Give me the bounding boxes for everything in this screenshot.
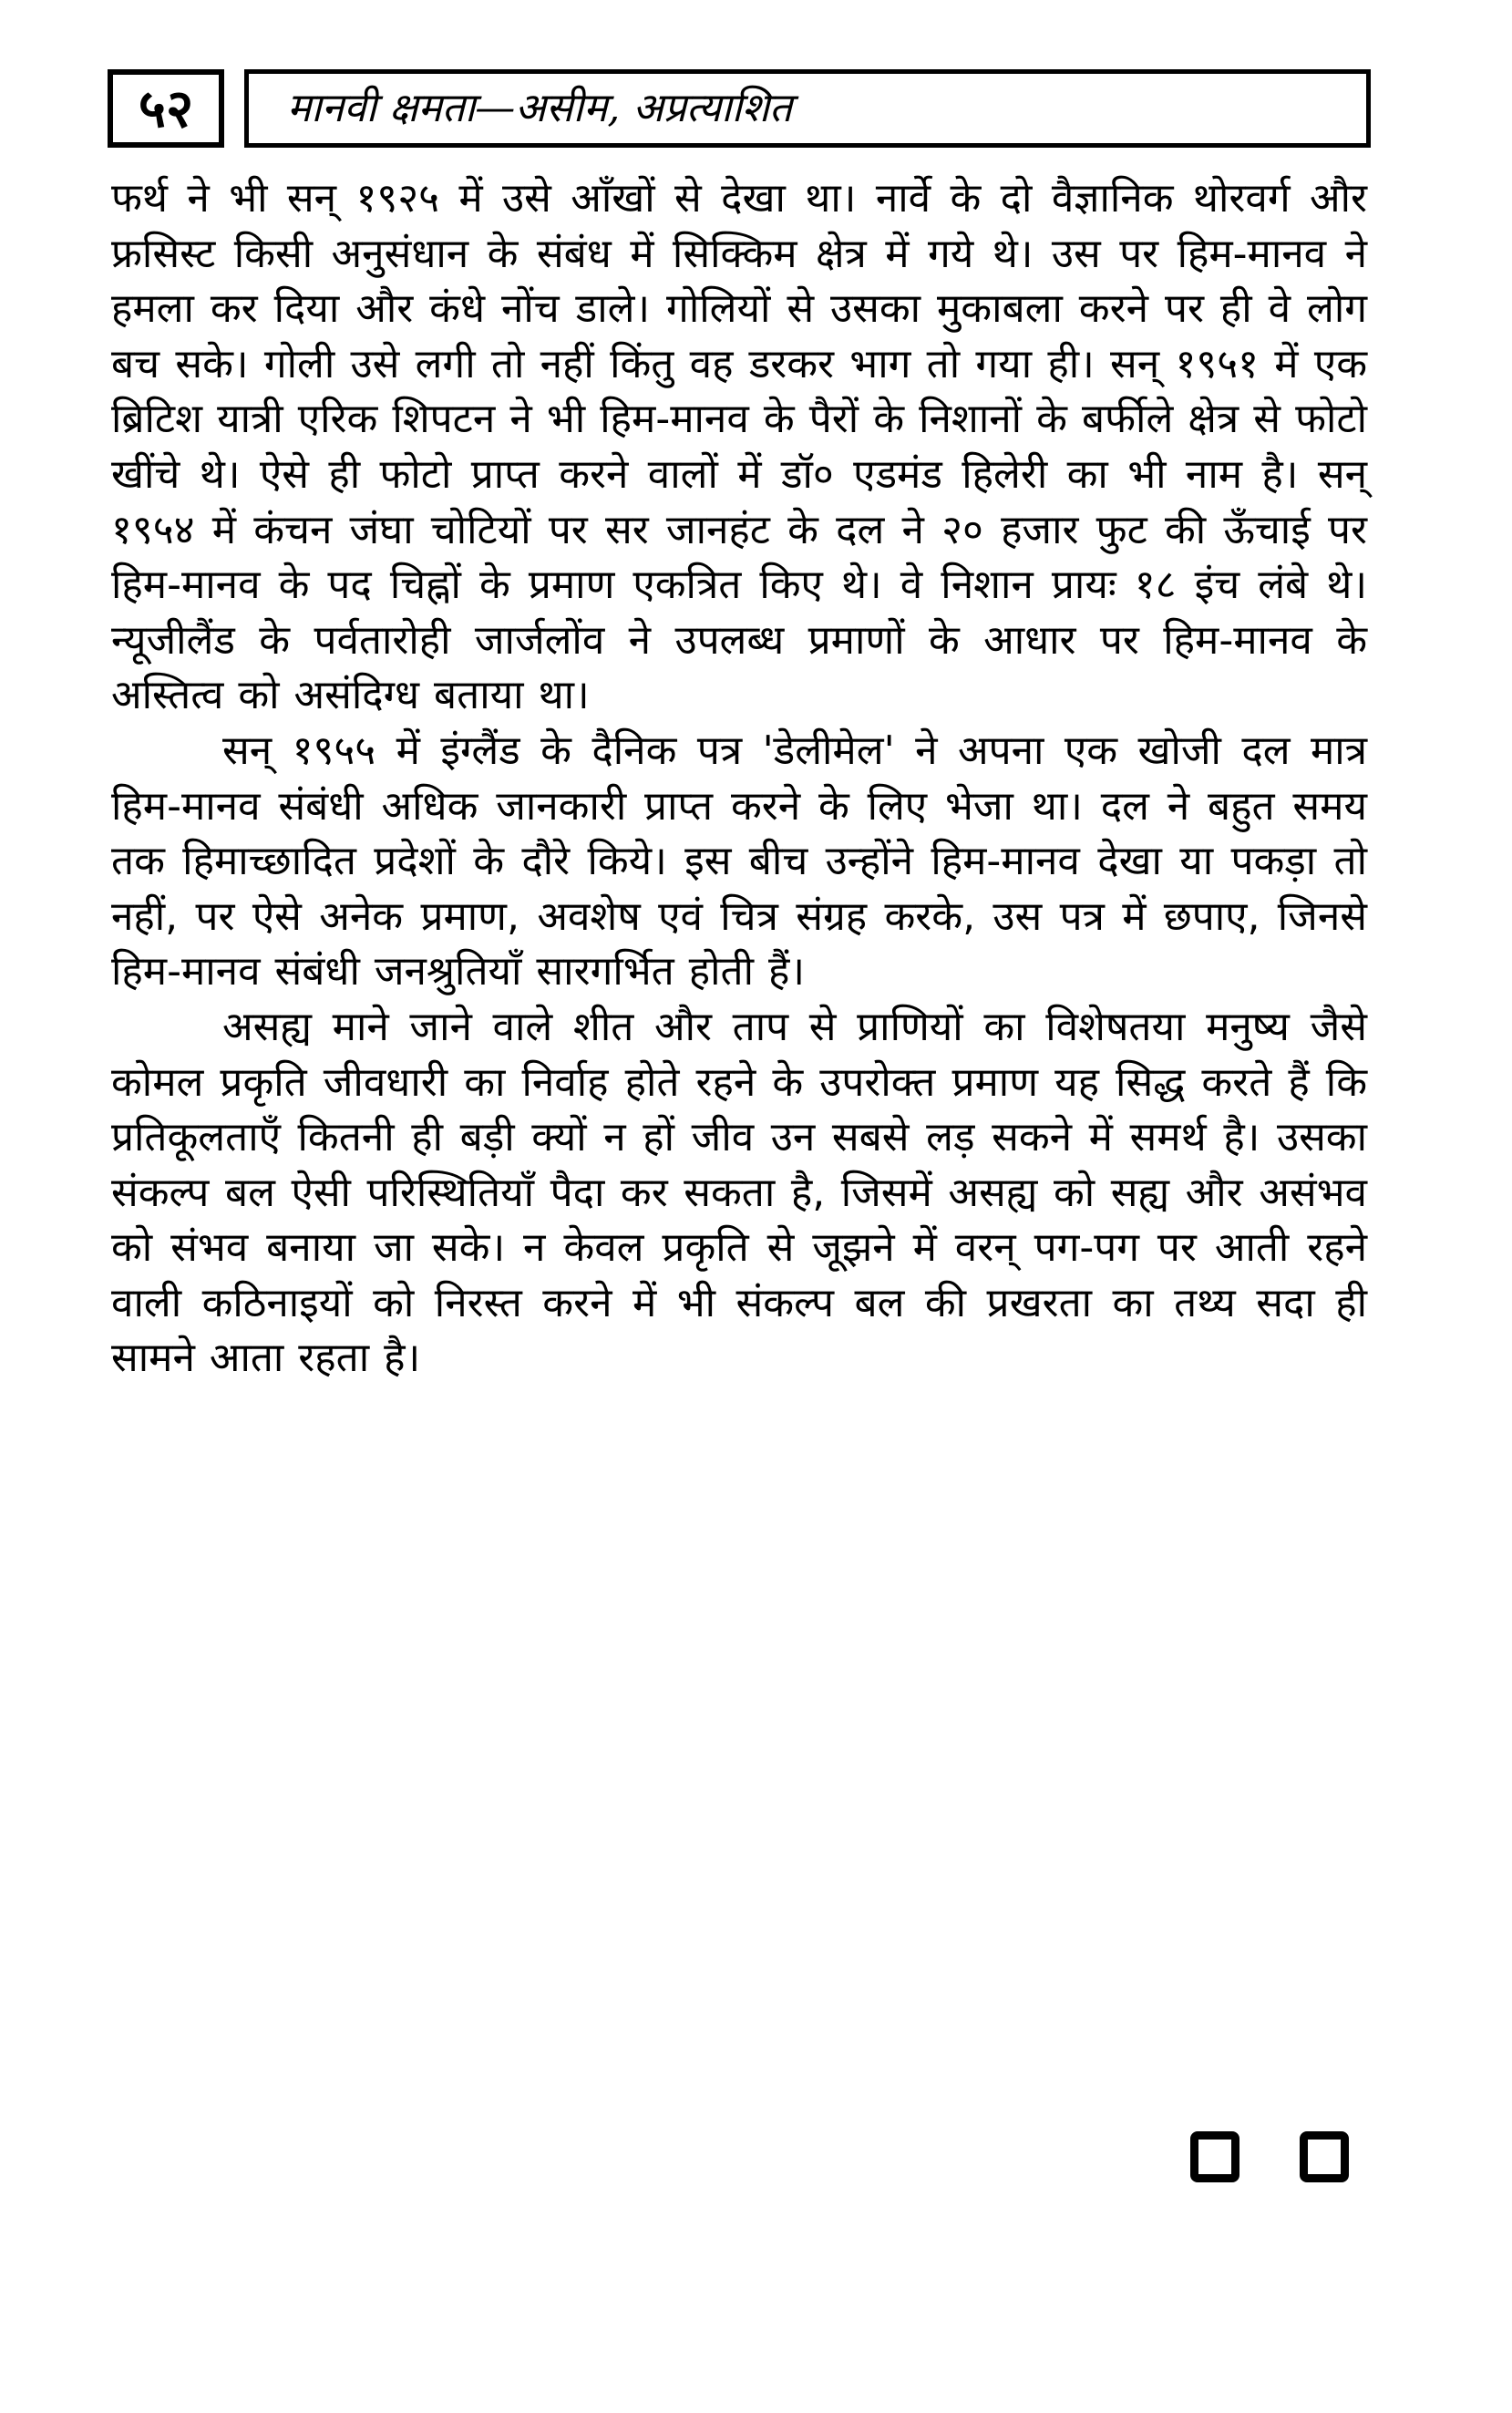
paragraph-2: सन् १९५५ में इंग्लैंड के दैनिक पत्र 'डेलीमेल' ने अपना एक खोजी दल मात्र हिम-मानव संबंधी अधिक जानकारी प्राप्त करने के लिए भेजा था। दल ने बहुत समय तक हिमाच्छादित प्रदेशों के दौरे किये। इस बीच उन्होंने हिम-मानव देखा या पकड़ा तो नहीं, पर ऐसे अनेक प्रमाण, अवशेष एवं चित्र संग्रह करके, उस पत्र में छपाए, जिनसे हिम-मानव संबंधी जनश्रुतियाँ सारगर्भित होती हैं। — [111, 727, 1367, 995]
paragraph-3: असह्य माने जाने वाले शीत और ताप से प्राणियों का विशेषतया मनुष्य जैसे कोमल प्रकृति जीवधारी का निर्वाह होते रहने के उपरोक्त प्रमाण यह सिद्ध करते हैं कि प्रतिकूलताएँ कितनी ही बड़ी क्यों न हों जीव उन सबसे लड़ सकने में समर्थ है। उसका संकल्प बल ऐसी परिस्थितियाँ पैदा कर सकता है, जिसमें असह्य को सह्य और असंभव को संभव बनाया जा सके। न केवल प्रकृति से जूझने में वरन् पग-पग पर आती रहने वाली कठिनाइयों को निरस्त करने में भी संकल्प बल की प्रखरता का तथ्य सदा ही सामने आता रहता है। — [111, 1003, 1367, 1382]
running-header — [108, 69, 1371, 151]
end-mark-square — [1300, 2131, 1349, 2182]
page-number: ५२ — [108, 69, 224, 148]
page-body — [111, 171, 1367, 1387]
end-mark-square — [1190, 2131, 1239, 2182]
paragraph-1: फर्थ ने भी सन् १९२५ में उसे आँखों से देखा था। नार्वे के दो वैज्ञानिक थोरवर्ग और फ्रसिस्ट किसी अनुसंधान के संबंध में सिक्किम क्षेत्र में गये थे। उस पर हिम-मानव ने हमला कर दिया और कंधे नोंच डाले। गोलियों से उसका मुकाबला करने पर ही वे लोग बच सके। गोली उसे लगी तो नहीं किंतु वह डरकर भाग तो गया ही। सन् १९५१ में एक ब्रिटिश यात्री एरिक शिपटन ने भी हिम-मानव के पैरों के निशानों के बर्फीले क्षेत्र से फोटो खींचे थे। ऐसे ही फोटो प्राप्त करने वालों में डॉ० एडमंड हिलेरी का भी नाम है। सन् १९५४ में कंचन जंघा चोटियों पर सर जानहंट के दल ने २० हजार फुट की ऊँचाई पर हिम-मानव के पद चिह्नों के प्रमाण एकत्रित किए थे। वे निशान प्रायः १८ इंच लंबे थे। न्यूजीलैंड के पर्वतारोही जार्जलोंव ने उपलब्ध प्रमाणों के आधार पर हिम-मानव के अस्तित्व को असंदिग्ध बताया था। — [111, 175, 1367, 719]
section-end-marks — [1190, 2131, 1363, 2186]
running-title: मानवी क्षमता—असीम, अप्रत्याशित — [244, 69, 1371, 148]
